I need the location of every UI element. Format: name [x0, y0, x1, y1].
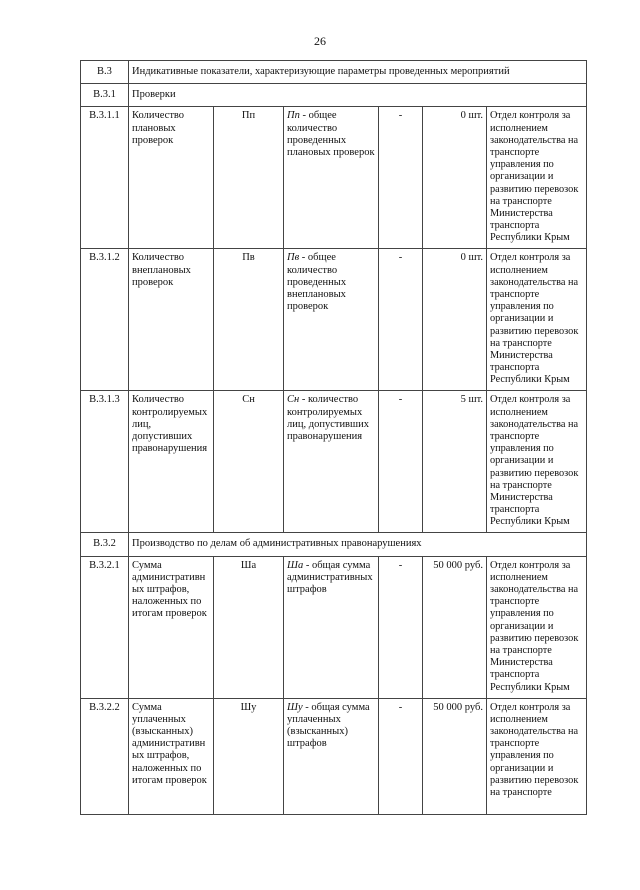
formula-symbol: Пв	[287, 252, 300, 264]
indicator-formula	[284, 391, 379, 533]
table-row	[81, 107, 587, 249]
group-header-row	[81, 84, 587, 107]
indicator-unit: -	[379, 698, 423, 814]
indicator-unit: -	[379, 107, 423, 249]
group-title: Производство по делам об административных правонарушениях	[129, 533, 587, 556]
group-title: Проверки	[129, 84, 587, 107]
formula-text: - общее количество проведенных плановых проверок	[287, 110, 375, 159]
indicator-formula	[284, 556, 379, 698]
indicator-value: 0 шт.	[423, 107, 487, 249]
indicators-table	[80, 60, 587, 815]
indicator-formula	[284, 698, 379, 814]
table-row	[81, 249, 587, 391]
formula-symbol: Пп	[287, 110, 300, 122]
indicator-responsible: Отдел контроля за исполнением законодательства на транспорте управления по организации и развитию перевозок на транспорте	[487, 698, 587, 814]
formula-symbol: Ша	[287, 559, 304, 571]
indicator-name: Количество внеплановых проверок	[129, 249, 214, 391]
indicator-value: 50 000 руб.	[423, 698, 487, 814]
indicator-name: Количество контролируемых лиц, допустивших правонарушения	[129, 391, 214, 533]
section-title: Индикативные показатели, характеризующие параметры проведенных мероприятий	[129, 61, 587, 84]
group-header-row	[81, 533, 587, 556]
indicator-formula	[284, 249, 379, 391]
indicator-symbol: Ша	[214, 556, 284, 698]
indicator-formula	[284, 107, 379, 249]
indicator-code: В.3.2.1	[81, 556, 129, 698]
formula-text: - общее количество проведенных внеплановых проверок	[287, 252, 347, 313]
indicator-name: Количество плановых проверок	[129, 107, 214, 249]
indicator-responsible: Отдел контроля за исполнением законодательства на транспорте управления по организации и развитию перевозок на транспорте Министерства транспорта Республики Крым	[487, 107, 587, 249]
formula-text: - общая сумма уплаченных (взысканных) штрафов	[287, 701, 370, 750]
indicator-responsible: Отдел контроля за исполнением законодательства на транспорте управления по организации и развитию перевозок на транспорте Министерства транспорта Республики Крым	[487, 249, 587, 391]
indicator-responsible: Отдел контроля за исполнением законодательства на транспорте управления по организации и развитию перевозок на транспорте Министерства транспорта Республики Крым	[487, 556, 587, 698]
indicator-name: Сумма уплаченных (взысканных) административных штрафов, наложенных по итогам проверок	[129, 698, 214, 814]
table-row	[81, 556, 587, 698]
indicator-symbol: Пп	[214, 107, 284, 249]
group-code: В.3.1	[81, 84, 129, 107]
section-header-row	[81, 61, 587, 84]
indicator-unit: -	[379, 556, 423, 698]
formula-text: - количество контролируемых лиц, допустивших правонарушения	[287, 394, 369, 443]
section-code: В.3	[81, 61, 129, 84]
indicator-unit: -	[379, 249, 423, 391]
indicator-symbol: Шу	[214, 698, 284, 814]
indicator-symbol: Пв	[214, 249, 284, 391]
page-number: 26	[314, 34, 326, 48]
indicator-code: В.3.1.1	[81, 107, 129, 249]
table-row	[81, 391, 587, 533]
formula-symbol: Сн	[287, 394, 300, 406]
indicator-value: 5 шт.	[423, 391, 487, 533]
indicator-code: В.3.2.2	[81, 698, 129, 814]
formula-text: - общая сумма административных штрафов	[287, 559, 373, 596]
formula-symbol: Шу	[287, 701, 303, 713]
group-code: В.3.2	[81, 533, 129, 556]
indicator-value: 0 шт.	[423, 249, 487, 391]
indicator-responsible: Отдел контроля за исполнением законодательства на транспорте управления по организации и развитию перевозок на транспорте Министерства транспорта Республики Крым	[487, 391, 587, 533]
indicator-value: 50 000 руб.	[423, 556, 487, 698]
table-row	[81, 698, 587, 814]
indicator-name: Сумма административных штрафов, наложенных по итогам проверок	[129, 556, 214, 698]
indicator-unit: -	[379, 391, 423, 533]
indicator-code: В.3.1.2	[81, 249, 129, 391]
indicator-code: В.3.1.3	[81, 391, 129, 533]
indicator-symbol: Сн	[214, 391, 284, 533]
